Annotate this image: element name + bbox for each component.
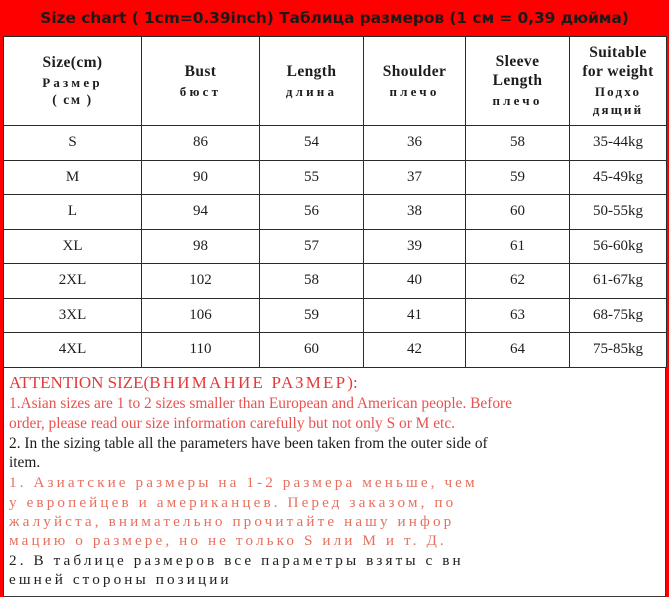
cell-size: M [4, 160, 142, 195]
column-header-weight-en: Suitable [589, 44, 647, 62]
notice-ru-line-5: 2. В таблице размеров все параметры взяты с вн [9, 551, 464, 569]
notice-ru-line-4: мацию о размере, но не только S или M и т. Д. [9, 532, 447, 550]
notice-heading-ru: ВНИМАНИЕ РАЗМЕР [149, 372, 348, 392]
column-header-length [260, 37, 364, 126]
cell-length: 60 [260, 333, 364, 368]
cell-bust: 86 [142, 126, 260, 161]
column-header-size-ru2: ( см ) [52, 91, 93, 107]
column-header-shoulder-en: Shoulder [382, 62, 447, 80]
cell-weight: 35-44kg [570, 126, 667, 161]
notice-en-line-4: item. [9, 454, 41, 472]
cell-shoulder: 39 [364, 229, 466, 264]
cell-bust: 110 [142, 333, 260, 368]
notice-heading [9, 372, 660, 394]
column-header-size [4, 37, 142, 126]
size-table-container [3, 36, 666, 368]
notice-heading-en: ATTENTION SIZE( [9, 372, 150, 392]
column-header-size-en: Size(cm) [42, 53, 103, 71]
cell-sleeve: 60 [466, 195, 570, 230]
column-header-weight-ru: Подхо [594, 84, 642, 100]
notice-heading-end: ): [347, 372, 358, 392]
cell-size: 2XL [4, 264, 142, 299]
notice-ru-line-1: 1. Азиатские размеры на 1-2 размера меньше, чем [9, 474, 478, 492]
column-header-sleeve-en2: Length [492, 72, 543, 90]
attention-notice [3, 368, 666, 597]
page-title: Size chart ( 1cm=0.39inch) Таблица размеров (1 см = 0,39 дюйма) [40, 9, 629, 27]
cell-bust: 98 [142, 229, 260, 264]
cell-length: 55 [260, 160, 364, 195]
cell-sleeve: 58 [466, 126, 570, 161]
cell-sleeve: 63 [466, 298, 570, 333]
cell-sleeve: 59 [466, 160, 570, 195]
column-header-shoulder [364, 37, 466, 126]
notice-en-line-3: 2. In the sizing table all the parameters have been taken from the outer side of [9, 434, 488, 452]
cell-length: 57 [260, 229, 364, 264]
column-header-sleeve-ru: плечо [492, 92, 543, 108]
column-header-bust-en: Bust [184, 62, 217, 80]
column-header-weight-ru2: дящий [592, 101, 644, 117]
cell-weight: 61-67kg [570, 264, 667, 299]
cell-size: XL [4, 229, 142, 264]
cell-bust: 90 [142, 160, 260, 195]
column-header-sleeve [466, 37, 570, 126]
notice-en-line-2: order, please read our size information carefully but not only S or M etc. [9, 414, 455, 432]
cell-shoulder: 42 [364, 333, 466, 368]
cell-bust: 102 [142, 264, 260, 299]
cell-shoulder: 37 [364, 160, 466, 195]
cell-length: 56 [260, 195, 364, 230]
table-row [4, 195, 667, 230]
cell-size: 3XL [4, 298, 142, 333]
cell-shoulder: 40 [364, 264, 466, 299]
column-header-weight [570, 37, 667, 126]
cell-shoulder: 41 [364, 298, 466, 333]
cell-length: 54 [260, 126, 364, 161]
cell-shoulder: 38 [364, 195, 466, 230]
cell-bust: 106 [142, 298, 260, 333]
cell-sleeve: 61 [466, 229, 570, 264]
column-header-shoulder-ru: плечо [389, 83, 440, 99]
cell-length: 58 [260, 264, 364, 299]
table-body [4, 126, 667, 368]
title-bar [3, 0, 666, 36]
column-header-sleeve-en: Sleeve [495, 53, 540, 71]
notice-ru-line-3: жалуйста, внимательно прочитайте нашу инфор [9, 513, 455, 531]
column-header-length-en: Length [286, 62, 337, 80]
column-header-bust [142, 37, 260, 126]
cell-size: L [4, 195, 142, 230]
cell-weight: 45-49kg [570, 160, 667, 195]
cell-size: S [4, 126, 142, 161]
cell-bust: 94 [142, 195, 260, 230]
cell-weight: 68-75kg [570, 298, 667, 333]
notice-ru-line-2: у европейцев и американцев. Перед заказом, по [9, 493, 457, 511]
table-row [4, 126, 667, 161]
table-row [4, 264, 667, 299]
cell-weight: 56-60kg [570, 229, 667, 264]
table-row [4, 333, 667, 368]
table-header [4, 37, 667, 126]
column-header-length-ru: длина [285, 83, 338, 99]
column-header-size-ru: Размер [42, 74, 103, 90]
notice-en-line-1: 1.Asian sizes are 1 to 2 sizes smaller than European and American people. Before [9, 395, 513, 413]
cell-size: 4XL [4, 333, 142, 368]
table-row [4, 229, 667, 264]
notice-ru-line-6: ешней стороны позиции [9, 571, 232, 589]
header-row [4, 37, 667, 126]
cell-weight: 50-55kg [570, 195, 667, 230]
size-table [3, 36, 667, 368]
cell-sleeve: 62 [466, 264, 570, 299]
column-header-bust-ru: бюст [179, 83, 222, 99]
cell-weight: 75-85kg [570, 333, 667, 368]
table-row [4, 160, 667, 195]
cell-sleeve: 64 [466, 333, 570, 368]
table-row [4, 298, 667, 333]
cell-shoulder: 36 [364, 126, 466, 161]
cell-length: 59 [260, 298, 364, 333]
column-header-weight-en2: for weight [582, 63, 654, 81]
